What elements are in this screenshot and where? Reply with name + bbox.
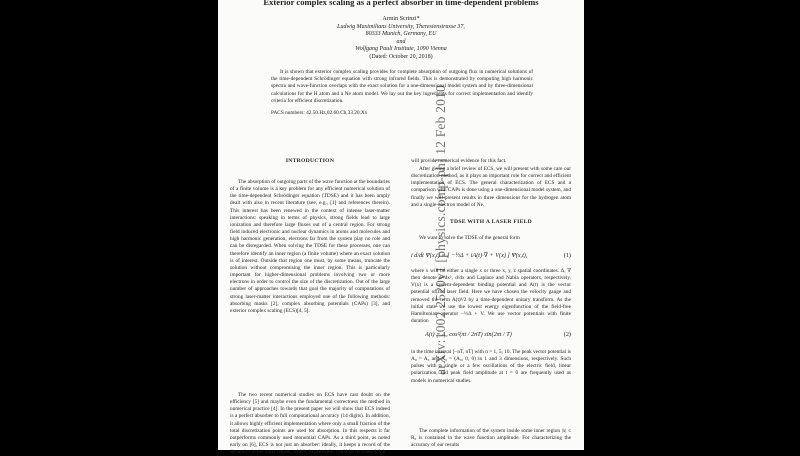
equation-1-number: (1) — [563, 252, 571, 259]
intro-paragraph-2: The two recent numerical studies on ECS have cast doubt on the efficiency [5] and maybe even the fundamental correctness the method in numerical practice [4]. In the present paper we will show that ECS indeed is a perfect absorber to full computational accuracy (14 digits). In addition, it allows highly efficient implementation where only a small fraction of the total discretization points are used for absorption. In this respects it far outperforms commonly used monomial CAPs. As a third point, as noted early on [6], ECS is not just an absorber: ideally, it keeps a record of the dynamics in the outer region, which, in principle, could be recovered. We — [230, 392, 390, 456]
equation-2-number: (2) — [563, 331, 571, 338]
arxiv-sidebar-stamp: arXiv:1002.2520v1 [physics.comp-ph] 12 Feb 2010 — [433, 85, 448, 375]
equation-1-body: i d/dt Ψ(x,t) = [ −½Δ + iA(t)·∇ + V(x) ] Ψ(x,t), — [411, 252, 528, 259]
paper-page — [218, 0, 584, 456]
right-paragraph-5: The complete information of the system inside some inner region |x| ≤ R₀ is contained in the wave function amplitude. For characterizing the accuracy of our results — [411, 428, 571, 449]
author-name: Armin Scrinzi* — [382, 16, 420, 22]
right-paragraph-3: where x will be either a single x or three x, y, z spatial coordinates. Δ, ∇ then denote d²/dx², d/dx and Laplace and Nabla operators, respectively. V(x) is a system-dependent binding potential and A(t) is the vector potential of the laser field. Here we have chosen the velocity gauge and removed the term A(t)²/2 by a time-dependent unitary transform. As the initial state we use the lowest energy eigenfunction of the field-free Hamiltonian operator −½Δ + V. We use vector potentials with finite duration — [411, 268, 571, 325]
dated: (Dated: October 20, 2018) — [369, 53, 433, 60]
right-paragraph-1: After giving a brief review of ECS, we will present with some care our discretization method, as it plays an important role for correct and efficient implementation of ECS. The general characterization of ECS and a comparison with CAPs is done using a one-dimensional model system, and finally we will present results in three dimensions for the hydrogen atom and a single-electron model of Ne. — [411, 166, 571, 208]
right-paragraph-2: We want to solve the TDSE of the general form — [419, 235, 520, 241]
intro-paragraph-1: The absorption of outgoing parts of the wave function at the boundaries of a finite volume is a key problem for any efficient numerical solution of the time-dependent Schrödinger equation (TDSE) and it has been amply dealt with also in recent literature (see, e.g., [1] and references therein). This interest has been renewed in the context of intense laser-matter interactions: speaking in terms of physics, strong fields lead to large ionization and therefore large fluxes out of a central region. For strong field induced electronic and nuclear dynamics in atoms and molecules and high harmonic generation, electrons far from the system play no role and can be disregarded. When solving the TDSE for these processes, one can therefore identify an inner region (a finite volume) where an exact solution is of interest. Outside that region one must, by some means, truncate the solution without compromising the inner region. This is particularly important for higher-dimensional problems involving two or more electrons in order to control the size of the discretization. Out of the large number of approaches towards that goal the majority of computations of strong laser-matter interactions employed one of the following methods: absorbing masks [2], complex absorbing potentials (CAPs) [3], and exterior complex scaling (ECS)[4, 5]. — [230, 179, 390, 314]
affiliation-1-line-2: 80333 Munich, Germany, EU — [365, 31, 437, 38]
equation-2-body: A(t) = A₀ cos²(πt / 2nT) sin(2πt / T) — [425, 331, 512, 338]
section-heading-tdse: TDSE WITH A LASER FIELD — [449, 219, 533, 225]
equation-1 — [411, 252, 571, 259]
left-column — [230, 0, 390, 456]
right-column — [411, 0, 571, 450]
equation-2 — [411, 331, 571, 338]
pacs-numbers: PACS numbers: 42.50.Hz,02.60.Cb,33.20.Xx — [271, 110, 368, 116]
right-paragraph-4: in the time interval [−nT, nT] with n = 1, 5, 10. The peak vector potential is A₀ = A₀ and A₀ = (A₀, 0, 0) in 1 and 3 dimensions, respectively. Such pulses with a single or a few oscillations of the electric field, linear polarization, and peak field amplitude at t = 0 are frequently used as models in numerical studies. — [411, 349, 571, 384]
affiliation-2: Wolfgang Pauli Institute, 1090 Vienna — [355, 46, 447, 53]
abstract: It is shown that exterior complex scaling provides for complete absorption of outgoing flux in numerical solutions of the time-dependent Schrödinger equation with strong infrared fields. This is demonstrated by computing high harmonic spectra and wave-function overlaps with the exact solution for a one-dimensional model system and by three-dimensional calculations for the H atom and a Ne atom model. We lay out the key ingredients for correct implementation and identify criteria for efficient discretization. — [271, 69, 533, 104]
paper-title: Exterior complex scaling as a perfect absorber in time-dependent problems — [263, 0, 539, 7]
affiliation-and: and — [396, 38, 406, 45]
right-paragraph-continued: will provide numerical evidence for this fact. — [411, 158, 507, 164]
section-heading-introduction: INTRODUCTION — [285, 158, 335, 164]
affiliation-1-line-1: Ludwig Maximilians University, Theresienstrasse 37, — [337, 23, 465, 30]
